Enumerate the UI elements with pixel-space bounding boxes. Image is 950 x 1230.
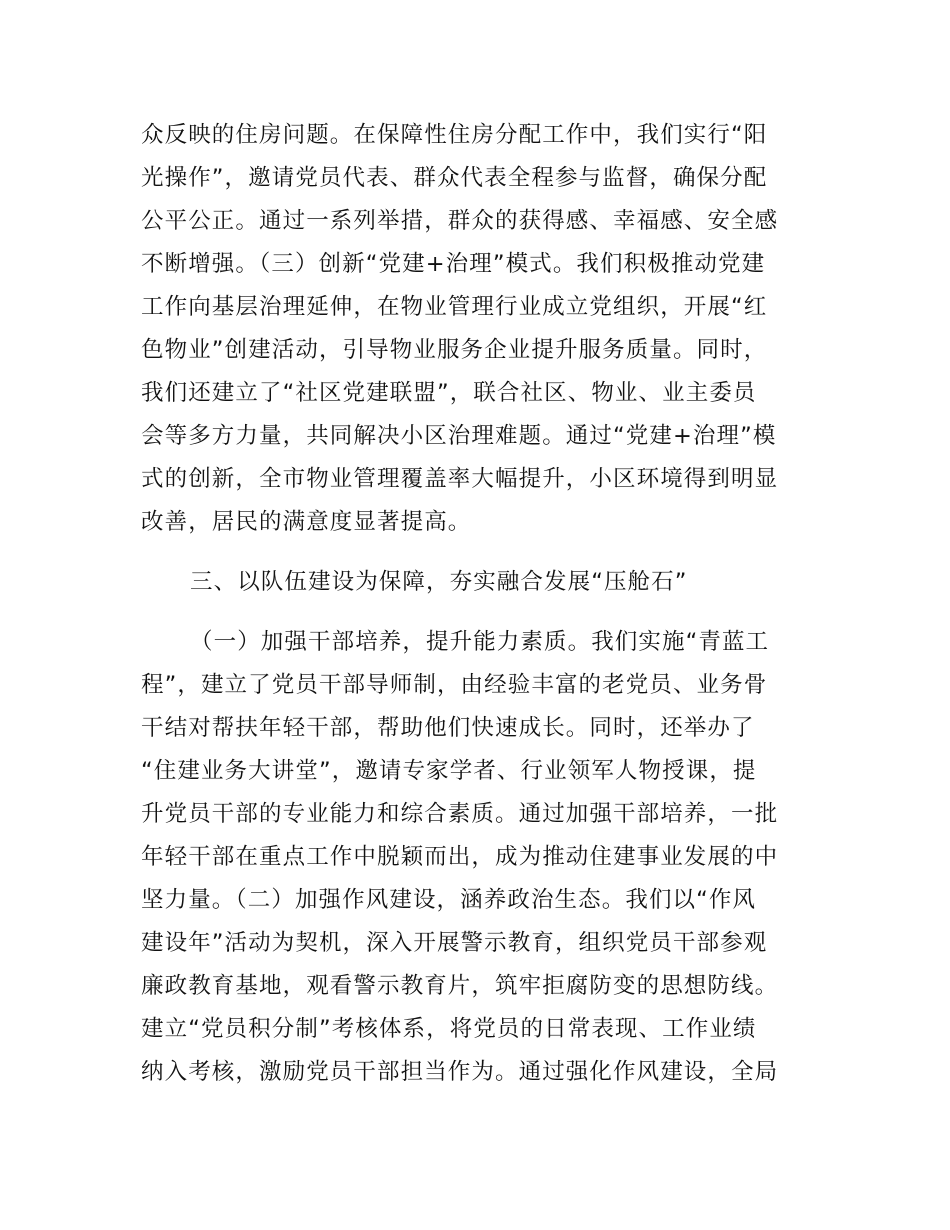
text-line: “住建业务大讲堂”，邀请专家学者、行业领军人物授课，提 xyxy=(141,758,757,784)
text-line: 纳入考核，激励党员干部担当作为。通过强化作风建设，全局 xyxy=(141,1059,779,1085)
text-line: （一）加强干部培养，提升能力素质。我们实施“青蓝工 xyxy=(190,629,770,655)
text-line: 我们还建立了“社区党建联盟”，联合社区、物业、业主委员 xyxy=(141,380,757,406)
text-line: 坚力量。（二）加强作风建设，涵养政治生态。我们以“作风 xyxy=(141,887,757,913)
text-line: 建立“党员积分制”考核体系，将党员的日常表现、工作业绩 xyxy=(141,1016,757,1042)
text-line: 公平公正。通过一系列举措，群众的获得感、幸福感、安全感 xyxy=(141,208,779,234)
text-line: 干结对帮扶年轻干部，帮助他们快速成长。同时，还举办了 xyxy=(141,715,755,741)
text-line: 光操作”，邀请党员代表、群众代表全程参与监督，确保分配 xyxy=(141,165,768,191)
text-line: 改善，居民的满意度显著提高。 xyxy=(141,509,472,535)
text-line: 升党员干部的专业能力和综合素质。通过加强干部培养，一批 xyxy=(141,801,779,827)
text-line: 年轻干部在重点工作中脱颖而出，成为推动住建事业发展的中 xyxy=(141,844,779,870)
text-line: 式的创新，全市物业管理覆盖率大幅提升，小区环境得到明显 xyxy=(141,466,779,492)
text-line: 色物业”创建活动，引导物业服务企业提升服务质量。同时， xyxy=(141,337,768,363)
text-line: 工作向基层治理延伸，在物业管理行业成立党组织，开展“红 xyxy=(141,294,768,320)
section-heading: 三、以队伍建设为保障，夯实融合发展“压舱石” xyxy=(190,569,688,595)
text-line: 众反映的住房问题。在保障性住房分配工作中，我们实行“阳 xyxy=(141,122,768,148)
text-line: 廉政教育基地，观看警示教育片，筑牢拒腐防变的思想防线。 xyxy=(141,973,779,999)
text-line: 不断增强。（三）创新“党建+治理”模式。我们积极推动党建 xyxy=(141,251,766,277)
text-line: 建设年”活动为契机，深入开展警示教育，组织党员干部参观 xyxy=(141,930,768,956)
text-line: 会等多方力量，共同解决小区治理难题。通过“党建+治理”模 xyxy=(141,423,777,449)
text-line: 程”，建立了党员干部导师制，由经验丰富的老党员、业务骨 xyxy=(141,672,768,698)
